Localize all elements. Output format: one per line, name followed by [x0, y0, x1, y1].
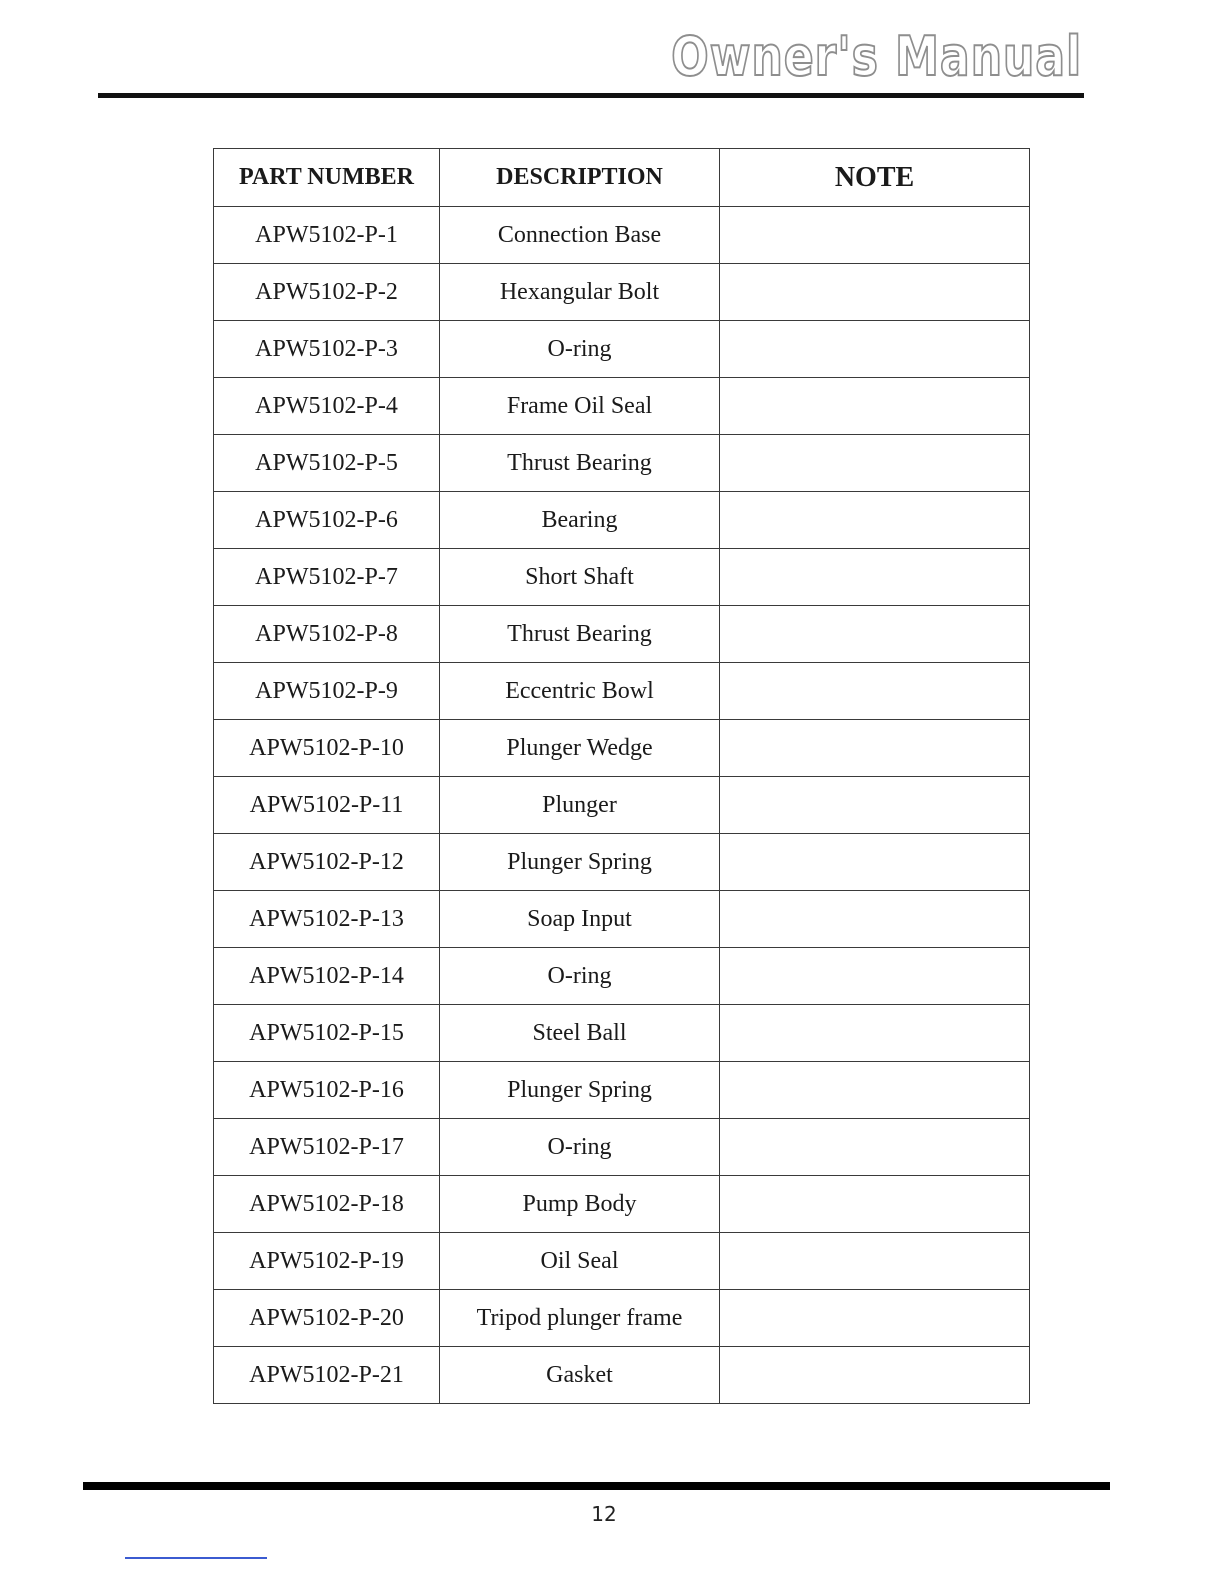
description-cell: Bearing: [440, 492, 720, 549]
part-number-cell: APW5102-P-12: [214, 834, 440, 891]
part-number-cell: APW5102-P-13: [214, 891, 440, 948]
table-row: [214, 1347, 1030, 1404]
table-row: [214, 1290, 1030, 1347]
column-header-note: NOTE: [720, 149, 1030, 207]
part-number-cell: APW5102-P-2: [214, 264, 440, 321]
description-cell: Oil Seal: [440, 1233, 720, 1290]
part-number-cell: APW5102-P-16: [214, 1062, 440, 1119]
note-cell: [720, 1290, 1030, 1347]
table-row: [214, 1176, 1030, 1233]
table-row: [214, 891, 1030, 948]
part-number-cell: APW5102-P-10: [214, 720, 440, 777]
part-number-cell: APW5102-P-1: [214, 207, 440, 264]
description-cell: O-ring: [440, 321, 720, 378]
page-number: 12: [591, 1502, 617, 1526]
part-number-cell: APW5102-P-7: [214, 549, 440, 606]
part-number-cell: APW5102-P-18: [214, 1176, 440, 1233]
note-cell: [720, 1347, 1030, 1404]
part-number-cell: APW5102-P-6: [214, 492, 440, 549]
table-row: [214, 492, 1030, 549]
part-number-cell: APW5102-P-14: [214, 948, 440, 1005]
description-cell: Gasket: [440, 1347, 720, 1404]
note-cell: [720, 207, 1030, 264]
table-row: [214, 777, 1030, 834]
note-cell: [720, 891, 1030, 948]
table-row: [214, 663, 1030, 720]
note-cell: [720, 378, 1030, 435]
note-cell: [720, 1119, 1030, 1176]
table-row: [214, 948, 1030, 1005]
table-row: [214, 606, 1030, 663]
note-cell: [720, 1176, 1030, 1233]
description-cell: Thrust Bearing: [440, 606, 720, 663]
description-cell: Plunger Spring: [440, 834, 720, 891]
description-cell: O-ring: [440, 1119, 720, 1176]
table-header-row: [214, 149, 1030, 207]
part-number-cell: APW5102-P-17: [214, 1119, 440, 1176]
note-cell: [720, 663, 1030, 720]
note-cell: [720, 435, 1030, 492]
part-number-cell: APW5102-P-4: [214, 378, 440, 435]
part-number-cell: APW5102-P-9: [214, 663, 440, 720]
table-row: [214, 1233, 1030, 1290]
note-cell: [720, 492, 1030, 549]
page-header-title: Owner's Manual: [671, 25, 1082, 88]
note-cell: [720, 834, 1030, 891]
description-cell: Plunger Spring: [440, 1062, 720, 1119]
table-row: [214, 321, 1030, 378]
table-row: [214, 834, 1030, 891]
table-row: [214, 549, 1030, 606]
table-row: [214, 264, 1030, 321]
note-cell: [720, 948, 1030, 1005]
part-number-cell: APW5102-P-3: [214, 321, 440, 378]
note-cell: [720, 1062, 1030, 1119]
table-row: [214, 720, 1030, 777]
part-number-cell: APW5102-P-21: [214, 1347, 440, 1404]
part-number-cell: APW5102-P-15: [214, 1005, 440, 1062]
part-number-cell: APW5102-P-11: [214, 777, 440, 834]
header-divider: [98, 93, 1084, 98]
description-cell: Tripod plunger frame: [440, 1290, 720, 1347]
note-cell: [720, 606, 1030, 663]
note-cell: [720, 1233, 1030, 1290]
column-header-description: DESCRIPTION: [440, 149, 720, 207]
description-cell: Connection Base: [440, 207, 720, 264]
description-cell: Eccentric Bowl: [440, 663, 720, 720]
column-header-part-number: PART NUMBER: [214, 149, 440, 207]
table-row: [214, 1119, 1030, 1176]
note-cell: [720, 1005, 1030, 1062]
note-cell: [720, 264, 1030, 321]
description-cell: O-ring: [440, 948, 720, 1005]
footer-divider: [83, 1482, 1110, 1490]
description-cell: Hexangular Bolt: [440, 264, 720, 321]
parts-table-body: [214, 207, 1030, 1404]
table-row: [214, 435, 1030, 492]
description-cell: Plunger: [440, 777, 720, 834]
description-cell: Short Shaft: [440, 549, 720, 606]
table-row: [214, 1062, 1030, 1119]
description-cell: Soap Input: [440, 891, 720, 948]
part-number-cell: APW5102-P-20: [214, 1290, 440, 1347]
note-cell: [720, 720, 1030, 777]
bottom-underline: [125, 1557, 267, 1559]
part-number-cell: APW5102-P-8: [214, 606, 440, 663]
description-cell: Plunger Wedge: [440, 720, 720, 777]
part-number-cell: APW5102-P-19: [214, 1233, 440, 1290]
note-cell: [720, 321, 1030, 378]
part-number-cell: APW5102-P-5: [214, 435, 440, 492]
description-cell: Thrust Bearing: [440, 435, 720, 492]
description-cell: Steel Ball: [440, 1005, 720, 1062]
table-row: [214, 207, 1030, 264]
table-row: [214, 1005, 1030, 1062]
description-cell: Pump Body: [440, 1176, 720, 1233]
note-cell: [720, 777, 1030, 834]
note-cell: [720, 549, 1030, 606]
table-row: [214, 378, 1030, 435]
parts-table: [213, 148, 1030, 1404]
description-cell: Frame Oil Seal: [440, 378, 720, 435]
